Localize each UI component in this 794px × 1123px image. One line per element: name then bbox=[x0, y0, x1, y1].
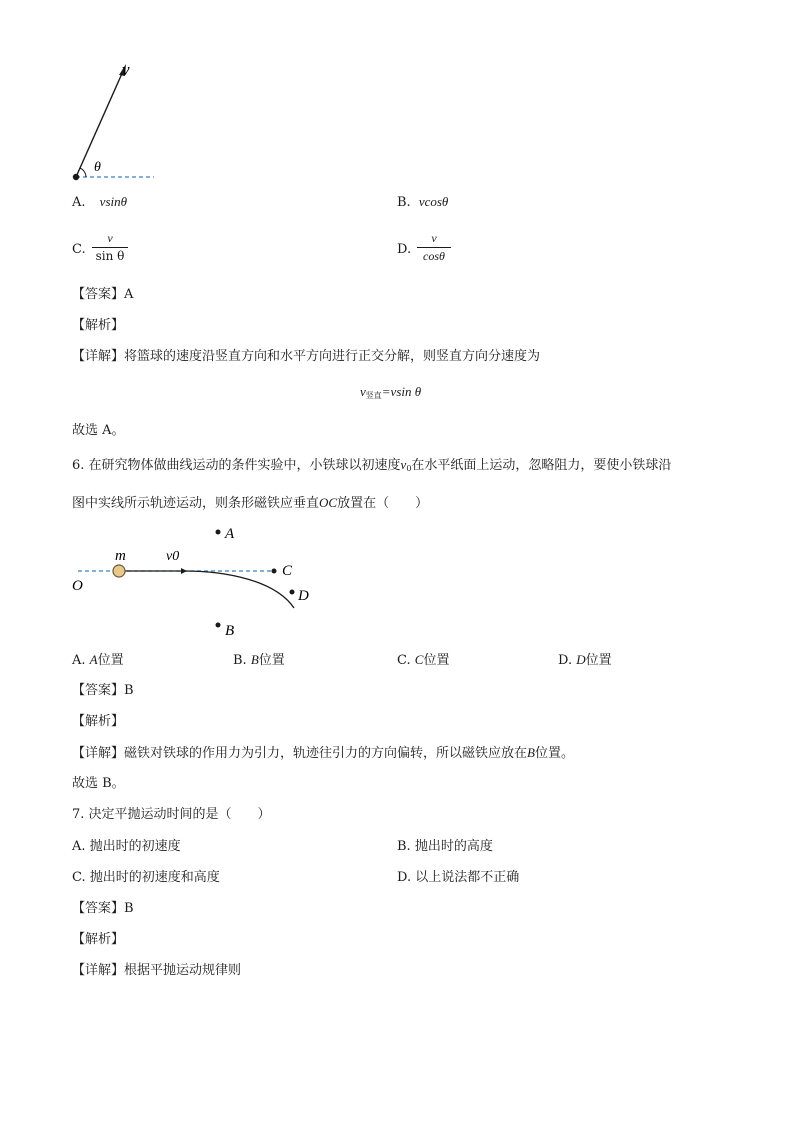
q6-answer: 【答案】B bbox=[72, 683, 134, 698]
q6-detail bbox=[72, 744, 574, 763]
q5-option-b bbox=[397, 193, 448, 212]
q6-oc-label: OC bbox=[319, 495, 338, 510]
q6-stem-line1-post: 在水平纸面上运动，忽略阻力，要使小铁球沿 bbox=[411, 458, 672, 473]
q5-option-d-numerator: v bbox=[431, 231, 437, 245]
q6-option-a bbox=[72, 651, 124, 670]
q6-stem-line1 bbox=[72, 456, 671, 478]
q7-option-d: D. 以上说法都不正确 bbox=[397, 870, 520, 885]
label-c: C bbox=[282, 563, 293, 579]
label-v0: v0 bbox=[166, 549, 180, 564]
q6-option-a-text: 位置 bbox=[97, 653, 124, 668]
iron-ball bbox=[113, 565, 125, 577]
q5-formula-subscript: 竖直 bbox=[365, 391, 382, 400]
q5-formula bbox=[360, 383, 421, 405]
q6-option-c-label: C. bbox=[397, 653, 411, 668]
q6-option-c bbox=[397, 651, 449, 670]
label-m: m bbox=[115, 548, 126, 564]
angle-arc bbox=[80, 168, 86, 177]
q5-analysis: 【解析】 bbox=[72, 318, 125, 333]
q6-option-b-label: B. bbox=[233, 653, 247, 668]
q6-option-b bbox=[233, 651, 285, 670]
q7-detail: 【详解】根据平抛运动规律则 bbox=[72, 963, 242, 978]
point-b bbox=[216, 623, 221, 628]
q5-option-d-label: D. bbox=[397, 242, 412, 257]
q5-option-c-numerator: v bbox=[107, 231, 113, 245]
q7-stem: 7. 决定平抛运动时间的是（ ） bbox=[72, 807, 271, 822]
label-b: B bbox=[225, 623, 235, 639]
q6-v0-subscript: 0 bbox=[406, 464, 412, 473]
q6-option-d bbox=[558, 651, 612, 670]
theta-label: θ bbox=[94, 160, 101, 175]
q5-option-d-fraction bbox=[417, 231, 451, 263]
label-a: A bbox=[225, 526, 235, 542]
q6-detail-pre: 【详解】磁铁对铁球的作用力为引力，轨迹往引力的方向偏转，所以磁铁应放在 bbox=[72, 746, 528, 761]
q6-option-a-letter: A bbox=[89, 652, 98, 667]
q5-option-c-fraction bbox=[92, 231, 128, 263]
q5-answer: 【答案】A bbox=[72, 287, 134, 302]
label-o: O bbox=[72, 578, 83, 594]
label-d: D bbox=[298, 588, 309, 604]
q6-analysis: 【解析】 bbox=[72, 714, 125, 729]
q7-option-a: A. 抛出时的初速度 bbox=[72, 839, 181, 854]
q6-stem-line2-pre: 图中实线所示轨迹运动，则条形磁铁应垂直 bbox=[72, 496, 320, 511]
v-label: v bbox=[122, 60, 130, 79]
q5-option-a bbox=[72, 193, 127, 212]
q5-option-b-text: vcosθ bbox=[418, 194, 449, 209]
q6-conclusion: 故选 B。 bbox=[72, 776, 125, 791]
q6-stem-line1-pre: 6. 在研究物体做曲线运动的条件实验中，小铁球以初速度 bbox=[72, 458, 401, 473]
q6-stem-line2 bbox=[72, 494, 428, 513]
q5-conclusion: 故选 A。 bbox=[72, 423, 125, 438]
q7-option-b: B. 抛出时的高度 bbox=[397, 839, 493, 854]
q7-answer: 【答案】B bbox=[72, 901, 134, 916]
q6-option-b-letter: B bbox=[250, 652, 259, 667]
q6-stem-line2-post: 放置在（ ） bbox=[337, 496, 429, 511]
q5-formula-v: v bbox=[360, 384, 366, 399]
q6-option-c-text: 位置 bbox=[423, 653, 450, 668]
q6-option-c-letter: C bbox=[414, 652, 424, 667]
velocity-vector-figure bbox=[60, 55, 170, 185]
point-c bbox=[272, 569, 277, 574]
q7-analysis: 【解析】 bbox=[72, 932, 125, 947]
q5-option-b-label: B. bbox=[397, 195, 411, 210]
q6-option-d-label: D. bbox=[558, 653, 573, 668]
point-a bbox=[216, 530, 221, 535]
q5-option-a-text: vsinθ bbox=[99, 194, 127, 209]
q5-option-c-label: C. bbox=[72, 242, 86, 257]
q6-option-d-letter: D bbox=[576, 652, 586, 667]
q6-detail-letter: B bbox=[527, 745, 535, 760]
q5-option-c-denominator: sin θ bbox=[95, 249, 125, 263]
trajectory-figure bbox=[60, 520, 340, 645]
q6-option-b-text: 位置 bbox=[258, 653, 285, 668]
q7-option-c: C. 抛出时的初速度和高度 bbox=[72, 870, 220, 885]
q6-detail-post: 位置。 bbox=[534, 746, 574, 761]
q6-v0-symbol: v bbox=[400, 457, 407, 472]
point-d bbox=[290, 590, 295, 595]
q5-detail: 【详解】将篮球的速度沿竖直方向和水平方向进行正交分解，则竖直方向分速度为 bbox=[72, 349, 541, 364]
q5-formula-rhs: =vsin θ bbox=[381, 384, 422, 399]
q5-option-d-denominator: cosθ bbox=[423, 249, 445, 263]
origin-point bbox=[73, 174, 79, 180]
q5-option-a-label: A. bbox=[72, 195, 86, 210]
trajectory-curve bbox=[184, 571, 294, 608]
q6-option-d-text: 位置 bbox=[585, 653, 612, 668]
q6-option-a-label: A. bbox=[72, 653, 86, 668]
